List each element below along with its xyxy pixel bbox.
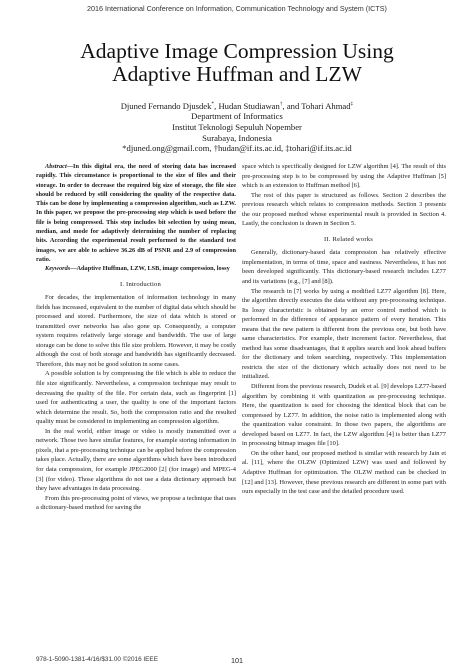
paragraph: Generally, dictionary-based data compression has relatively effective implementation, in terms of time, space and easiness. Nevertheless, it has not been developed significantly. This dictionary-based research includes LZ77 and its variations (e.g., [7] and [8]).: [242, 249, 446, 286]
keywords: [36, 264, 236, 273]
section-heading-related-works: II. Related works: [324, 235, 373, 243]
paragraph: From this pre-processing point of views, we propose a technique that uses a dictionary-based method for saving the: [36, 494, 236, 512]
paragraph: In the real world, either image or video is mostly transmitted over a network. Those two have similar features, for example storing information in pixels, that a pre-processing technique can be applied before the compression takes place. Actually, there are some algorithms which have been introduced for data compression, for example JPEG2000 [2] (for image) and MPEG-4 [3] (for video). Those algorithms do not use a data dictionary approach but they have advantages in data processing.: [36, 427, 236, 493]
author-names: Djuned Fernando Djusdek*, Hudan Studiawan†, and Tohari Ahmad‡: [120, 100, 354, 111]
keywords-label: Keywords: [45, 265, 71, 273]
title-line-1: Adaptive Image Compression Using: [80, 39, 394, 63]
paragraph: For decades, the implementation of information technology in many fields has increased, equivalent to the number of digital data which should be processed and stored. Furthermore, the size of data which is stored or transmitted over networks has also gone up. Consequently, a computer system requires relatively large storage and bandwidth. The use of large storage can be done to solve this file size problem. However, it may be costly although the cost of both storage and bandwidth has significantly decreased. Therefore, this may not be good solution in some cases.: [36, 294, 236, 368]
right-column: [242, 162, 446, 497]
author-block: [0, 99, 474, 154]
keywords-text: —Adaptive Huffman, LZW, LSB, image compression, lossy: [70, 265, 230, 273]
left-column: [36, 162, 236, 513]
paragraph: The rest of this paper is structured as follows. Section 2 describes the previous research which relates to compression methods. Section 3 presents the our proposed method whose experimental result is provided in Section 4. Lastly, the conclusion is drawn in Section 5.: [242, 191, 446, 228]
abstract: [36, 162, 236, 264]
abstract-text: —In this digital era, the need of storing data has increased rapidly. This circumstance is proportional to the size of files and their storage. In order to decrease the required big size of storage, the file size should be reduced by still considering the quality of the respective data. This can be done by implementing a compression algorithm, such as LZW. In this paper, we propose the pre-processing step which is used before the file is being compressed. This step includes bit selection by using mean, median, and mode for adaptively determining the number of replacing bits. According the experimental result performed to the standard test images, we are able to achieve 36.26 dB of PSNR and 2.9 of compression ratio.: [36, 163, 236, 263]
city: Surabaya, Indonesia: [202, 132, 272, 143]
paragraph: A possible solution is by compressing the file which is able to reduce the file size significantly. Nevertheless, a compression technique may result to decreasing the quality of the file. For certain data, such as fingerprint [1] used for authenticating a user, the quality is one of the important factors which determine the result. So, both the compression ratio and the resulted quality must be considered in implementing an compression algorithm.: [36, 370, 236, 426]
department: Department of Informatics: [191, 111, 283, 122]
conference-header: 2016 International Conference on Information, Communication Technology and System (ICTS): [87, 4, 387, 13]
author-emails: *djuned.ong@gmail.com, †hudan@if.its.ac.id, ‡tohari@if.its.ac.id: [122, 143, 352, 154]
footer-copyright: 978-1-5090-1381-4/16/$31.00 ©2016 IEEE: [36, 656, 158, 663]
paper-title: [0, 40, 474, 86]
title-line-2: Adaptive Huffman and LZW: [112, 62, 362, 86]
page-number: 101: [231, 656, 243, 665]
section-heading-introduction: I. Introduction: [119, 280, 162, 288]
institute: Institut Teknologi Sepuluh Nopember: [172, 122, 302, 133]
paragraph: space which is specifically designed for LZW algorithm [4]. The result of this pre-processing step is to be compressed by using the Adaptive Huffman [5] which is an extension to Huffman method [6].: [242, 163, 446, 190]
paragraph: The research in [7] works by using a modified LZ77 algorithm [8]. Here, the algorithm directly executes the data without any pre-processing technique. Its lossy characteristic is obtained by an error control method which is performed in the difference of appearance pattern of every iteration. This means that the new pattern is different from the previous one, but both have same characteristics. For example, their increment factor. Nevertheless, that method has some disadvantages, that it applies search and look ahead buffers for the dictionary and token searching, respectively. This implementation restricts the size of the dictionary which actually does not need to be initialized.: [242, 287, 446, 381]
paragraph: Different from the previous research, Dudek et al. [9] develops LZ77-based algorithm by combining it with quantization as pre-processing technique. Here, the quantization is used for choosing the identical block that can be compressed by LZ77. In addition, the noise ratio is implemented along with the quantization value constraint. In those two papers, the algorithms are developed based on LZ77. In fact, the LZW algorithm [4] is better than LZ77 in processing bitmap images file [10].: [242, 383, 446, 448]
abstract-label: Abstract: [45, 163, 67, 170]
paragraph: On the other hand, our proposed method is similar with research by Jain et al. [11], where the OLZW (Optimized LZW) was used and followed by Adaptive Huffman for optimization. The OLZW method can be checked in [12] and [13]. However, these previous research are different in some part with ours especially in the test case and the detailed procedure used.: [242, 449, 446, 496]
